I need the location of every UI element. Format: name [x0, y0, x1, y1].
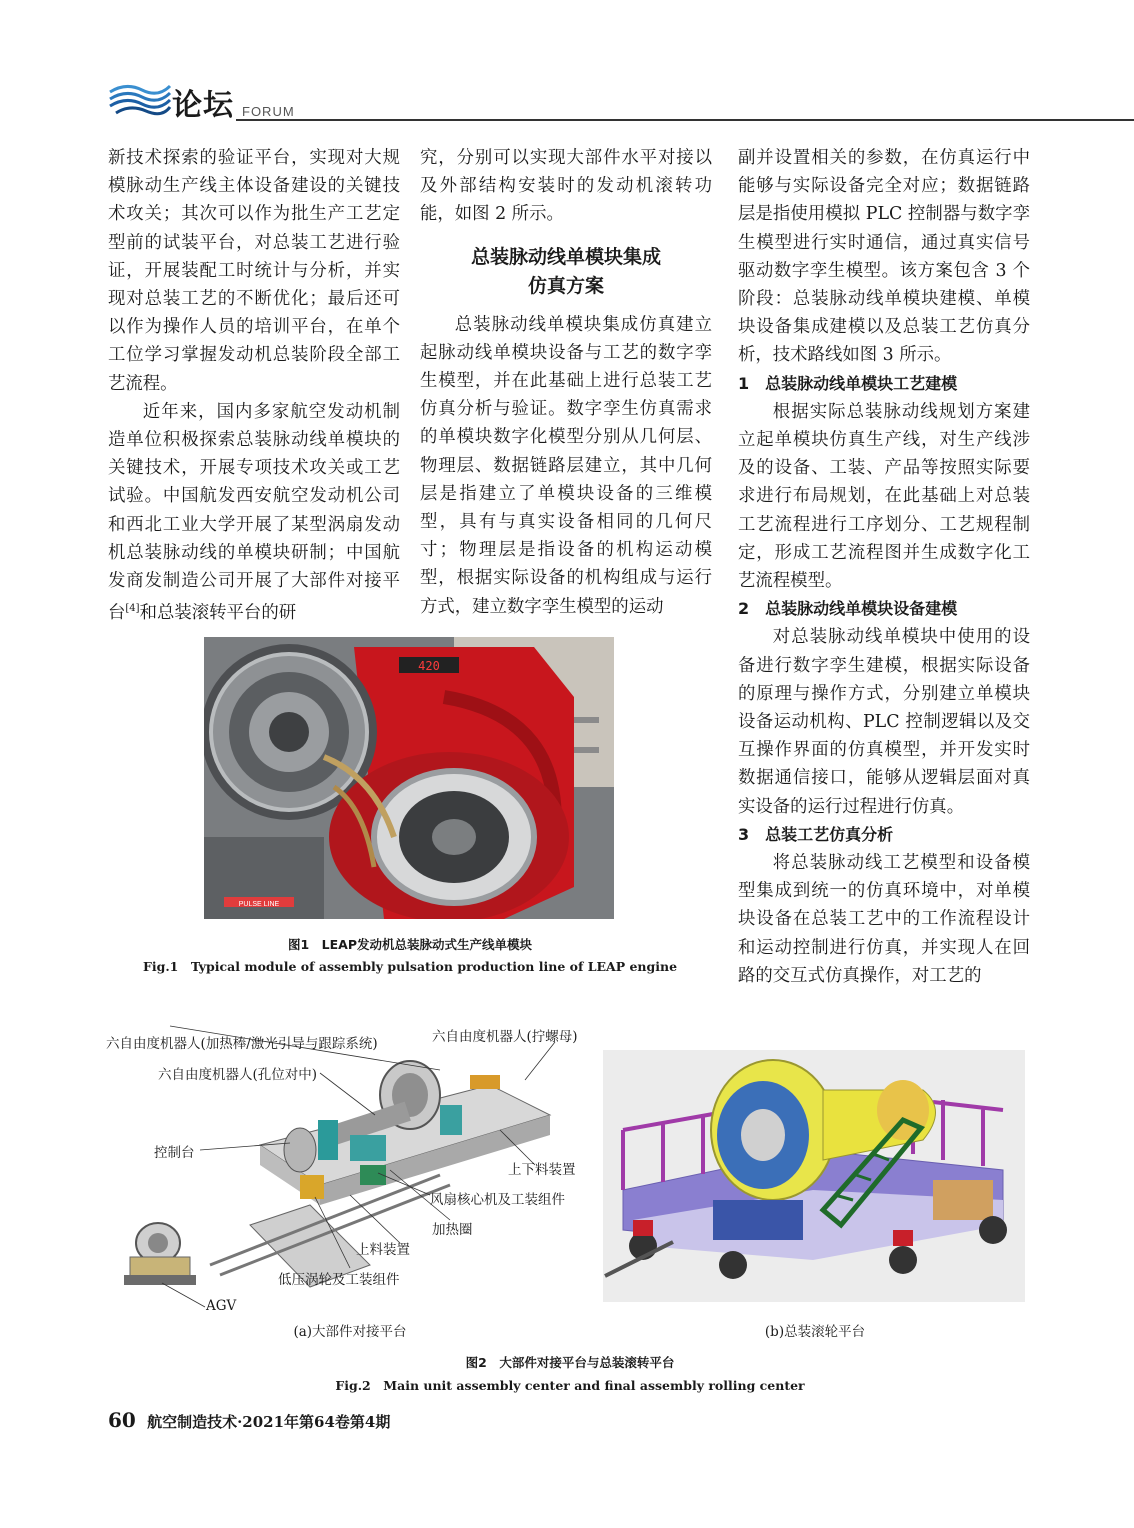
- header-rule: [236, 119, 1134, 121]
- label-fan-core: 风扇核心机及工装组件: [430, 1192, 565, 1208]
- paragraph: 对总装脉动线单模块中使用的设备进行数字孪生建模，根据实际设备的原理与操作方式，分别建立单模块设备运动机构、PLC 控制逻辑以及交互操作界面的仿真模型，并开发实时数据通信接口，能够从逻辑层面对真实设备的运行过程进行仿真。: [738, 627, 1030, 817]
- label-robot-heating: 六自由度机器人(加热棒/激光引导与跟踪系统): [106, 1036, 378, 1052]
- figure-1-engine-photo: [204, 637, 614, 919]
- paragraph: 总装脉动线单模块集成仿真建立起脉动线单模块设备与工艺的数字孪生模型，并在此基础上进行总装工艺仿真分析与验证。数字孪生仿真需求的单模块数字化模型分别从几何层、物理层、数据链路层建立，其中几何层是指建立了单模块设备的三维模型，具有与真实设备相同的几何尺寸；物理层是指设备的机构运动模型，根据实际设备的机构组成与运行方式，建立数字孪生模型的运动: [420, 314, 712, 617]
- citation-ref: [4]: [125, 603, 140, 615]
- figure-2b-rolling-platform: [603, 1050, 1025, 1302]
- figure-2b-caption: (b)总装滚轮平台: [764, 1324, 866, 1340]
- section-title: 论坛: [172, 88, 234, 123]
- pulse-line-sign: PULSE LINE: [238, 901, 280, 908]
- paragraph-text: 和总装滚转平台的研: [139, 603, 297, 624]
- journal-wave-logo-icon: [108, 82, 172, 116]
- label-heating-ring: 加热圈: [432, 1222, 473, 1238]
- label-robot-hole: 六自由度机器人(孔位对中): [158, 1067, 318, 1083]
- paragraph: 新技术探索的验证平台，实现对大规模脉动生产线主体设备建设的关键技术攻关；其次可以作为批生产工艺定型前的试装平台，对总装工艺进行验证，开展装配工时统计与分析，并实现对总装工艺的不断优化；最后还可以作为操作人员的培训平台，在单个工位学习掌握发动机总装阶段全部工艺流程。: [108, 148, 400, 394]
- label-loading-unloading: 上下料装置: [508, 1162, 576, 1178]
- label-lpt: 低压涡轮及工装组件: [278, 1272, 400, 1288]
- section-heading-line: 仿真方案: [527, 274, 604, 297]
- figure-2-caption-en: Fig.2 Main unit assembly center and final assembly rolling center: [335, 1378, 805, 1393]
- figure-2a-caption: (a)大部件对接平台: [293, 1324, 407, 1340]
- figure-2a-assembly-platform: [106, 1025, 590, 1315]
- paragraph: [108, 398, 400, 627]
- section-heading-line: 总装脉动线单模块集成: [470, 245, 661, 268]
- figure-1-caption-cn: 图1 LEAP发动机总装脉动式生产线单模块: [287, 937, 533, 952]
- column-3: [738, 144, 1030, 990]
- paragraph-text: 近年来，国内多家航空发动机制造单位积极探索总装脉动线单模块的关键技术，开展专项技术攻关或工艺试验。中国航发西安航空发动机公司和西北工业大学开展了某型涡扇发动机总装脉动线的单模块研制；中国航发商发制造公司开展了大部件对接平台: [108, 401, 400, 624]
- label-agv: AGV: [206, 1298, 237, 1314]
- page-number: 60: [108, 1408, 136, 1432]
- label-robot-nut: 六自由度机器人(拧螺母): [432, 1029, 578, 1045]
- paragraph: 将总装脉动线工艺模型和设备模型集成到统一的仿真环境中，对单模块设备在总装工艺中的工作流程设计和运动控制进行仿真，并实现人在回路的交互式仿真操作，对工艺的: [738, 853, 1030, 986]
- subsection-heading: 1 总装脉动线单模块工艺建模: [738, 373, 958, 393]
- section-heading: [420, 243, 712, 301]
- column-2: [420, 144, 712, 621]
- subsection-heading: 3 总装工艺仿真分析: [738, 824, 894, 844]
- page-footer: [108, 1408, 390, 1432]
- engine-module-illustration: [204, 637, 614, 919]
- rolling-platform-illustration: [603, 1050, 1025, 1302]
- figure-1-caption-en: Fig.1 Typical module of assembly pulsation production line of LEAP engine: [142, 959, 678, 974]
- paragraph: 究，分别可以实现大部件水平对接以及外部结构安装时的发动机滚转功能，如图 2 所示。: [420, 148, 712, 225]
- label-loading: 上料装置: [356, 1242, 410, 1258]
- column-1: [108, 144, 400, 627]
- section-subtitle: FORUM: [242, 104, 295, 119]
- page-header: [0, 0, 1134, 130]
- label-console: 控制台: [154, 1145, 195, 1161]
- figure-2-caption-cn: 图2 大部件对接平台与总装滚转平台: [465, 1355, 675, 1370]
- paragraph: 根据实际总装脉动线规划方案建立起单模块仿真生产线，对生产线涉及的设备、工装、产品等按照实际要求进行布局规划，在此基础上对总装工艺流程进行工序划分、工艺规程制定，形成工艺流程图并生成数字化工艺流程模型。: [738, 401, 1030, 592]
- journal-info: 航空制造技术·2021年第64卷第4期: [147, 1413, 391, 1431]
- paragraph: 副并设置相关的参数，在仿真运行中能够与实际设备完全对应；数据链路层是指使用模拟 PLC 控制器与数字孪生模型进行实时通信，通过真实信号驱动数字孪生模型。该方案包含 3 个阶段：总装脉动线单模块建模、单模块设备集成建模以及总装工艺仿真分析，技术路线如图 3 所示。: [738, 148, 1030, 366]
- subsection-heading: 2 总装脉动线单模块设备建模: [738, 599, 958, 619]
- machine-display-readout: 420: [418, 659, 440, 673]
